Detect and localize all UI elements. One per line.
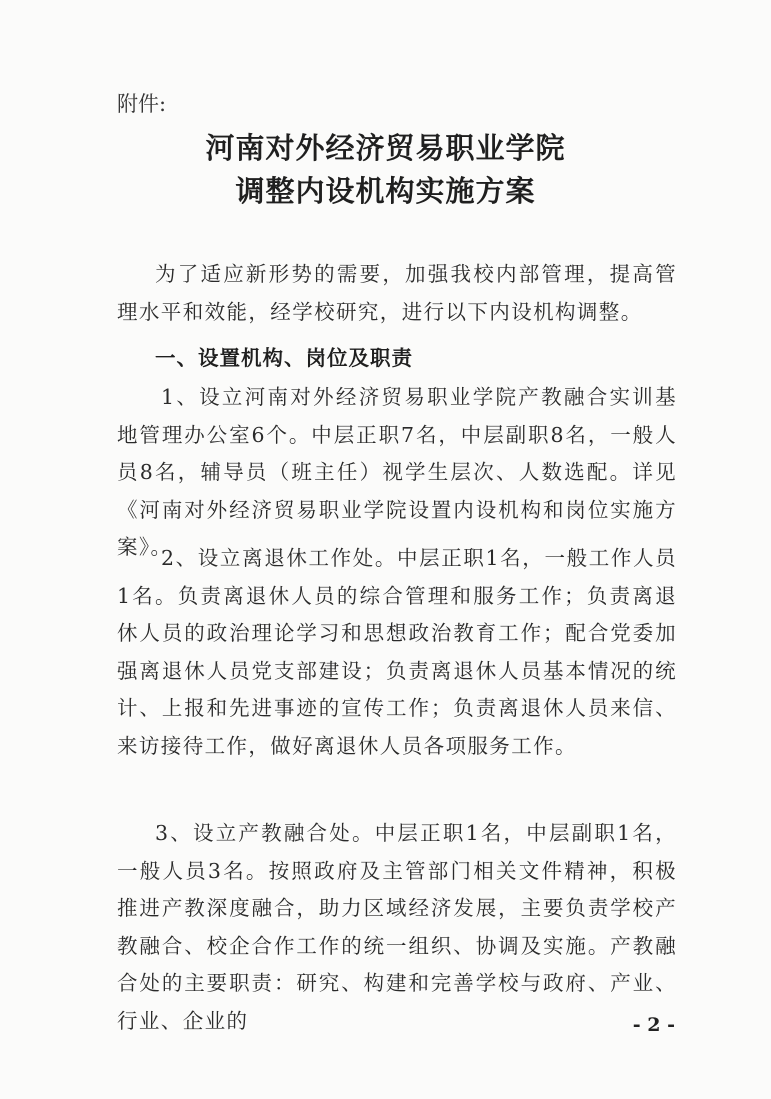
intro-paragraph: 为了适应新形势的需要，加强我校内部管理，提高管理水平和效能，经学校研究，进行以下内设机构调整。: [117, 262, 677, 324]
item-3-paragraph: 3、设立产教融合处。中层正职1名，中层副职1名，一般人员3名。按照政府及主管部门相关文件精神，积极推进产教深度融合，助力区域经济发展，主要负责学校产教融合、校企合作工作的统一组织、协调及实施。产教融合处的主要职责：研究、构建和完善学校与政府、产业、行业、企业的: [117, 821, 677, 1033]
item-2-paragraph: 2、设立离退休工作处。中层正职1名，一般工作人员1名。负责离退休人员的综合管理和服务工作；负责离退休人员的政治理论学习和思想政治教育工作；配合党委加强离退休人员党支部建设；负责离退休人员基本情况的统计、上报和先进事迹的宣传工作；负责离退休人员来信、来访接待工作，做好离退休人员各项服务工作。: [117, 546, 677, 758]
section-heading: 一、设置机构、岗位及职责: [155, 346, 413, 370]
item-1-paragraph: 1、设立河南对外经济贸易职业学院产教融合实训基地管理办公室6个。中层正职7名，中层副职8名，一般人员8名，辅导员（班主任）视学生层次、人数选配。详见《河南对外经济贸易职业学院设置内设机构和岗位实施方案》。: [117, 385, 677, 560]
attachment-label: 附件:: [117, 92, 167, 116]
document-title-line1: 河南对外经济贸易职业学院: [205, 131, 566, 165]
page-number: - 2 -: [632, 1014, 675, 1036]
document-title-line2: 调整内设机构实施方案: [235, 174, 536, 208]
